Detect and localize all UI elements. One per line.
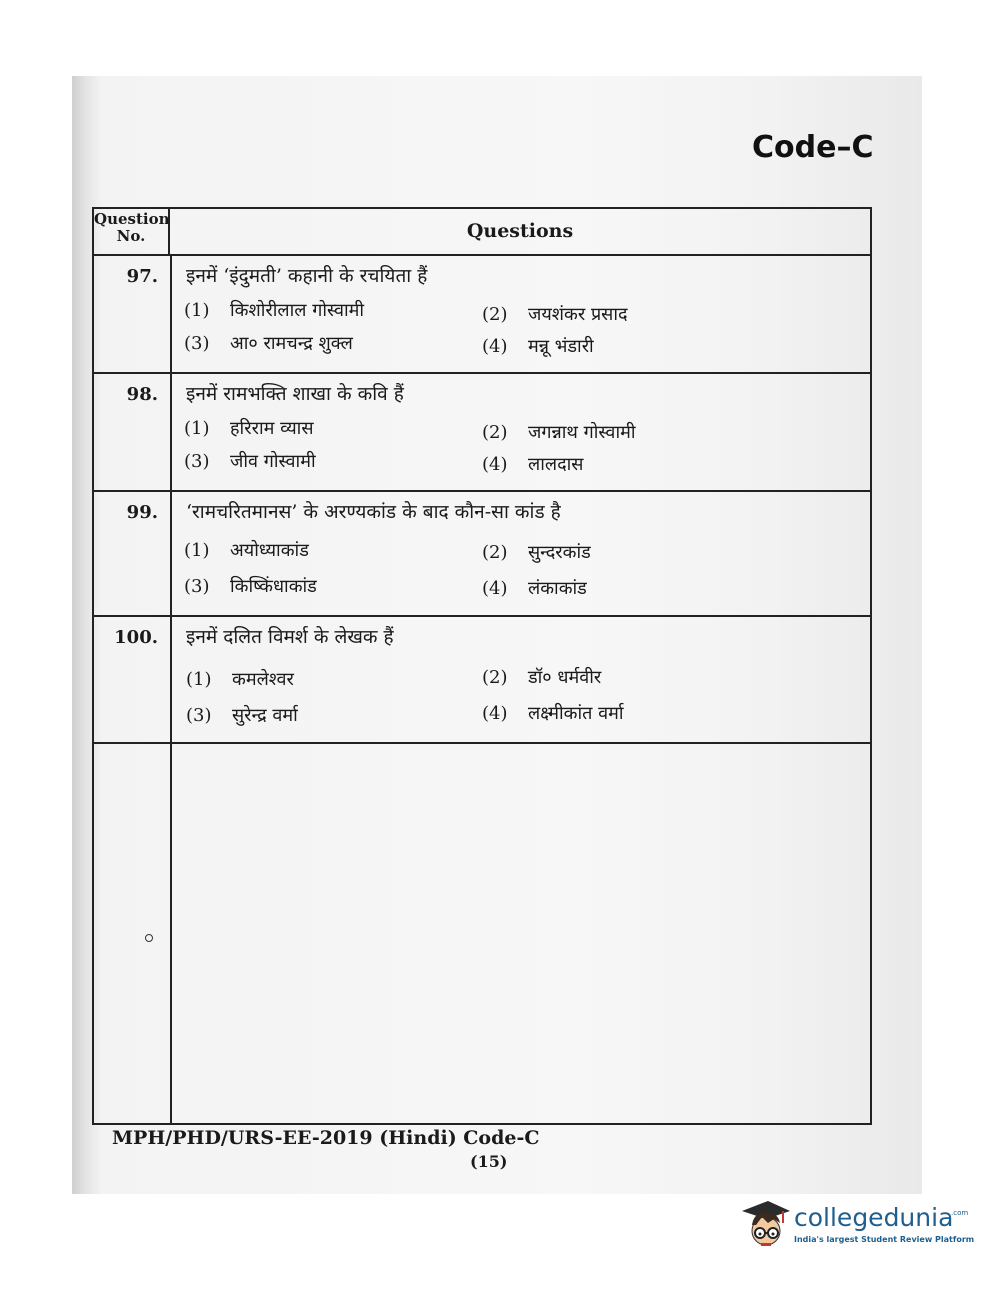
brand-name: collegedunia: [794, 1203, 954, 1232]
option-3: [184, 574, 317, 598]
option-4: [482, 576, 587, 600]
question-row-97: [94, 254, 870, 374]
brand-tagline: India's largest Student Review Platform: [794, 1235, 975, 1244]
option-text: किष्किंधाकांड: [230, 576, 317, 597]
option-number: (2): [482, 304, 508, 325]
option-text: जीव गोस्वामी: [230, 451, 316, 472]
option-text: आ० रामचन्द्र शुक्ल: [230, 333, 353, 354]
option-text: लंकाकांड: [528, 578, 587, 599]
option-text: हरिराम व्यास: [230, 418, 314, 439]
question-number: 99.: [126, 502, 158, 523]
question-text: ‘रामचरितमानस’ के अरण्यकांड के बाद कौन-सा कांड है: [186, 501, 561, 523]
option-number: (4): [482, 703, 508, 724]
question-text: इनमें दलित विमर्श के लेखक हैं: [186, 626, 394, 648]
option-text: अयोध्याकांड: [230, 540, 309, 561]
brand-suffix: .com: [951, 1209, 969, 1217]
option-4: [482, 701, 624, 725]
option-number: (3): [184, 333, 210, 354]
header-questions: Questions: [466, 220, 574, 242]
option-number: (4): [482, 454, 508, 475]
option-1: [186, 667, 294, 691]
option-text: मन्नू भंडारी: [528, 336, 594, 357]
option-1: [184, 538, 309, 562]
page-code-label: Code–C: [752, 130, 874, 165]
option-number: (1): [186, 669, 212, 690]
option-3: [184, 449, 316, 473]
option-2: [482, 420, 636, 444]
question-row-98: [94, 372, 870, 492]
option-1: [184, 298, 364, 322]
option-number: (3): [184, 576, 210, 597]
option-text: सुन्दरकांड: [528, 542, 591, 563]
table-header: [94, 209, 870, 256]
option-number: (4): [482, 336, 508, 357]
option-number: (2): [482, 422, 508, 443]
option-text: लालदास: [528, 454, 584, 475]
question-row-99: [94, 490, 870, 617]
option-number: (3): [184, 451, 210, 472]
header-question-no: Question No.: [94, 209, 170, 254]
option-text: जगन्नाथ गोस्वामी: [528, 422, 636, 443]
question-number: 98.: [126, 384, 158, 405]
question-number: 100.: [114, 627, 158, 648]
option-3: [184, 331, 353, 355]
option-2: [482, 302, 628, 326]
question-row-100: [94, 615, 870, 744]
question-text: इनमें रामभक्ति शाखा के कवि हैं: [186, 383, 404, 405]
option-2: [482, 540, 591, 564]
collegedunia-watermark: [738, 1197, 975, 1257]
option-2: [482, 665, 601, 689]
option-text: डॉ० धर्मवीर: [528, 667, 602, 688]
option-4: [482, 334, 594, 358]
option-text: कमलेश्वर: [232, 669, 294, 690]
questions-table: [92, 207, 872, 1125]
option-text: लक्ष्मीकांत वर्मा: [528, 703, 624, 724]
stray-mark: [145, 934, 153, 942]
option-text: जयशंकर प्रसाद: [528, 304, 628, 325]
option-number: (1): [184, 300, 210, 321]
option-1: [184, 416, 314, 440]
footer-code: MPH/PHD/URS-EE-2019 (Hindi) Code-C: [112, 1127, 540, 1149]
option-number: (2): [482, 667, 508, 688]
question-text: इनमें ‘इंदुमती’ कहानी के रचयिता हैं: [186, 265, 428, 287]
option-number: (2): [482, 542, 508, 563]
option-number: (1): [184, 418, 210, 439]
option-3: [186, 703, 298, 727]
option-number: (1): [184, 540, 210, 561]
option-number: (4): [482, 578, 508, 599]
question-number: 97.: [126, 266, 158, 287]
option-4: [482, 452, 583, 476]
option-text: सुरेन्द्र वर्मा: [232, 705, 298, 726]
option-text: किशोरीलाल गोस्वामी: [230, 300, 365, 321]
page-number: (15): [470, 1152, 508, 1171]
mascot-icon: [738, 1197, 792, 1257]
option-number: (3): [186, 705, 212, 726]
